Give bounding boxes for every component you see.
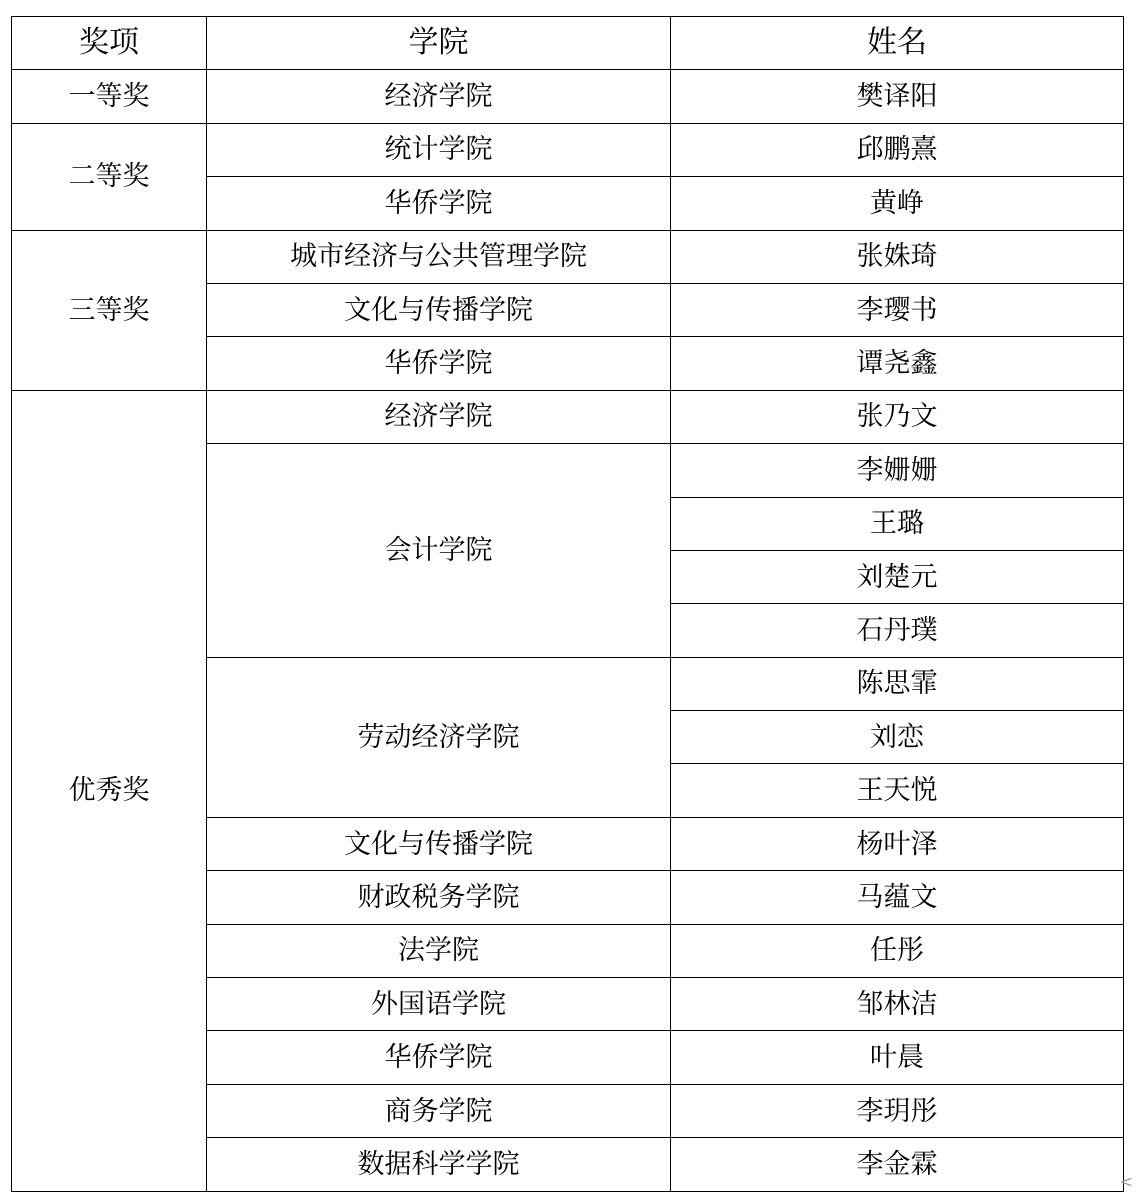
header-row	[12, 17, 1124, 70]
college-cell: 劳动经济学院	[207, 657, 671, 817]
college-cell: 法学院	[207, 924, 671, 977]
table-row	[12, 70, 1124, 123]
name-cell: 李金霖	[671, 1138, 1124, 1191]
college-cell: 外国语学院	[207, 978, 671, 1031]
college-cell: 华侨学院	[207, 337, 671, 390]
header-name: 姓名	[671, 17, 1124, 70]
name-cell: 樊译阳	[671, 70, 1124, 123]
college-cell: 华侨学院	[207, 177, 671, 230]
college-cell: 文化与传播学院	[207, 283, 671, 336]
name-cell: 石丹璞	[671, 604, 1124, 657]
college-cell: 城市经济与公共管理学院	[207, 230, 671, 283]
name-cell: 李姗姗	[671, 444, 1124, 497]
name-cell: 黄峥	[671, 177, 1124, 230]
name-cell: 邹林洁	[671, 978, 1124, 1031]
awards-table	[11, 16, 1124, 1192]
college-cell: 统计学院	[207, 123, 671, 176]
name-cell: 任彤	[671, 924, 1124, 977]
name-cell: 张姝琦	[671, 230, 1124, 283]
header-award: 奖项	[12, 17, 207, 70]
award-cell-first: 一等奖	[12, 70, 207, 123]
table-row	[12, 123, 1124, 176]
table-row	[12, 390, 1124, 443]
name-cell: 谭尧鑫	[671, 337, 1124, 390]
award-cell-second: 二等奖	[12, 123, 207, 230]
name-cell: 杨叶泽	[671, 817, 1124, 870]
college-cell: 华侨学院	[207, 1031, 671, 1084]
corner-arrow-mark: <	[1119, 1172, 1133, 1191]
name-cell: 陈思霏	[671, 657, 1124, 710]
college-cell: 数据科学学院	[207, 1138, 671, 1191]
award-cell-third: 三等奖	[12, 230, 207, 390]
college-cell: 会计学院	[207, 444, 671, 658]
name-cell: 马蕴文	[671, 871, 1124, 924]
header-college: 学院	[207, 17, 671, 70]
college-cell: 文化与传播学院	[207, 817, 671, 870]
name-cell: 张乃文	[671, 390, 1124, 443]
name-cell: 叶晨	[671, 1031, 1124, 1084]
award-cell-excellent: 优秀奖	[12, 390, 207, 1191]
college-cell: 商务学院	[207, 1084, 671, 1137]
name-cell: 邱鹏熹	[671, 123, 1124, 176]
table-row	[12, 230, 1124, 283]
name-cell: 刘楚元	[671, 550, 1124, 603]
college-cell: 经济学院	[207, 70, 671, 123]
name-cell: 刘恋	[671, 711, 1124, 764]
name-cell: 王天悦	[671, 764, 1124, 817]
name-cell: 李璎书	[671, 283, 1124, 336]
college-cell: 财政税务学院	[207, 871, 671, 924]
name-cell: 李玥彤	[671, 1084, 1124, 1137]
college-cell: 经济学院	[207, 390, 671, 443]
name-cell: 王璐	[671, 497, 1124, 550]
